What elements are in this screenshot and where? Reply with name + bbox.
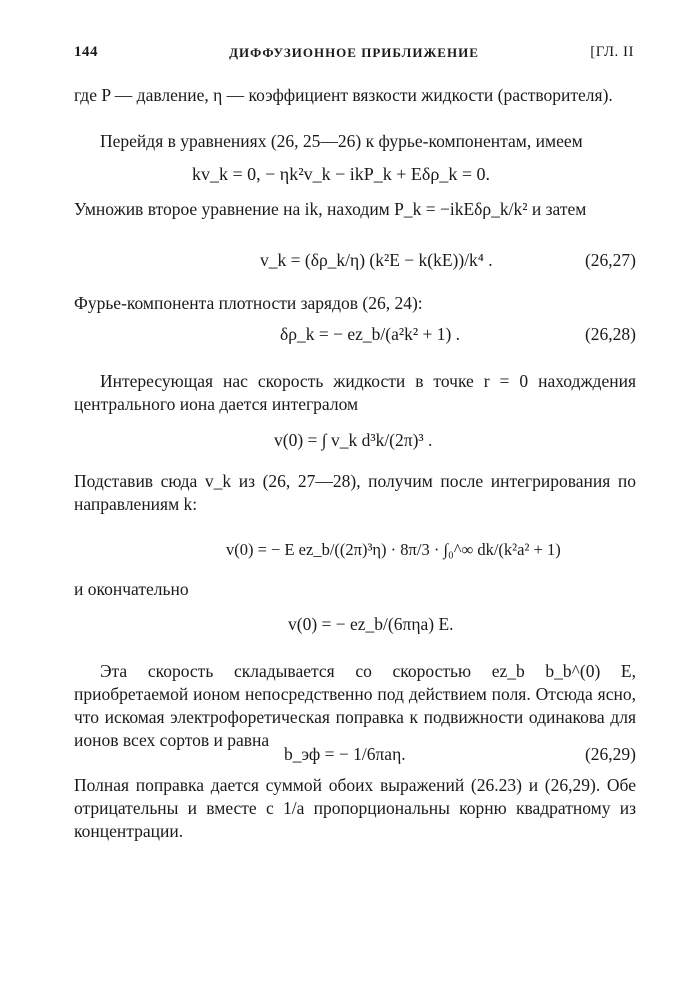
paragraph-7: и окончательно <box>74 579 189 599</box>
equation-text: v(0) = ∫ v_k d³k/(2π)³ . <box>274 430 433 450</box>
paragraph-8: Эта скорость складывается со скоростью ez_b b_b^(0) E, приобретаемой ионом непосредственно под действием поля. Отсюда ясно, что искомая электрофоретическая поправка к подвижности одинакова для ионов всех сортов и равна <box>74 661 636 750</box>
page-number: 144 <box>74 44 98 60</box>
paragraph-5: Интересующая нас скорость жидкости в точке r = 0 находждения центрального иона дается интегралом <box>74 371 636 414</box>
equation-number: (26,27) <box>584 250 636 270</box>
equation-text: v(0) = − ez_b/(6πηa) E. <box>288 614 454 634</box>
running-header <box>74 44 634 66</box>
equation-velocity-integral <box>74 420 636 464</box>
paragraph-9: Полная поправка дается суммой обоих выражений (26.23) и (26,29). Обе отрицательны и вместе с 1/a пропорциональны корню квадратному из концентрации. <box>74 775 636 841</box>
paragraph-3: Умножив второе уравнение на ik, находим P_k = −ikEδρ_k/k² и затем <box>74 199 587 219</box>
equation-text: b_эф = − 1/6πaη. <box>284 744 406 764</box>
equation-26-28 <box>74 318 636 358</box>
paragraph-1: где P — давление, η — коэффициент вязкости жидкости (растворителя). <box>74 85 613 105</box>
running-title: ДИФФУЗИОННОЕ ПРИБЛИЖЕНИЕ <box>229 45 479 60</box>
equation-number: (26,29) <box>584 744 636 764</box>
equation-number: (26,28) <box>584 324 636 344</box>
equation-26-27 <box>74 240 636 286</box>
equation-fourier-system <box>74 162 636 202</box>
equation-text: v(0) = − E ez_b/((2π)³η) · 8π/3 · ∫₀^∞ dk/(k²a² + 1) <box>226 540 561 559</box>
paragraph-2: Перейдя в уравнениях (26, 25—26) к фурье-компонентам, имеем <box>100 131 583 151</box>
equation-text: δρ_k = − ez_b/(a²k² + 1) . <box>280 324 461 344</box>
equation-text: v_k = (δρ_k/η) (k²E − k(kE))/k⁴ . <box>260 250 493 270</box>
equation-26-29 <box>74 744 636 774</box>
paragraph-4: Фурье-компонента плотности зарядов (26, 24): <box>74 293 423 313</box>
equation-velocity-expanded <box>74 524 636 584</box>
equation-velocity-final <box>74 604 636 648</box>
chapter-marker: [ГЛ. II <box>590 44 634 60</box>
equation-text: kv_k = 0, − ηk²v_k − ikP_k + Eδρ_k = 0. <box>192 164 491 184</box>
paragraph-6: Подставив сюда v_k из (26, 27—28), получим после интегрирования по направлениям k: <box>74 471 636 514</box>
